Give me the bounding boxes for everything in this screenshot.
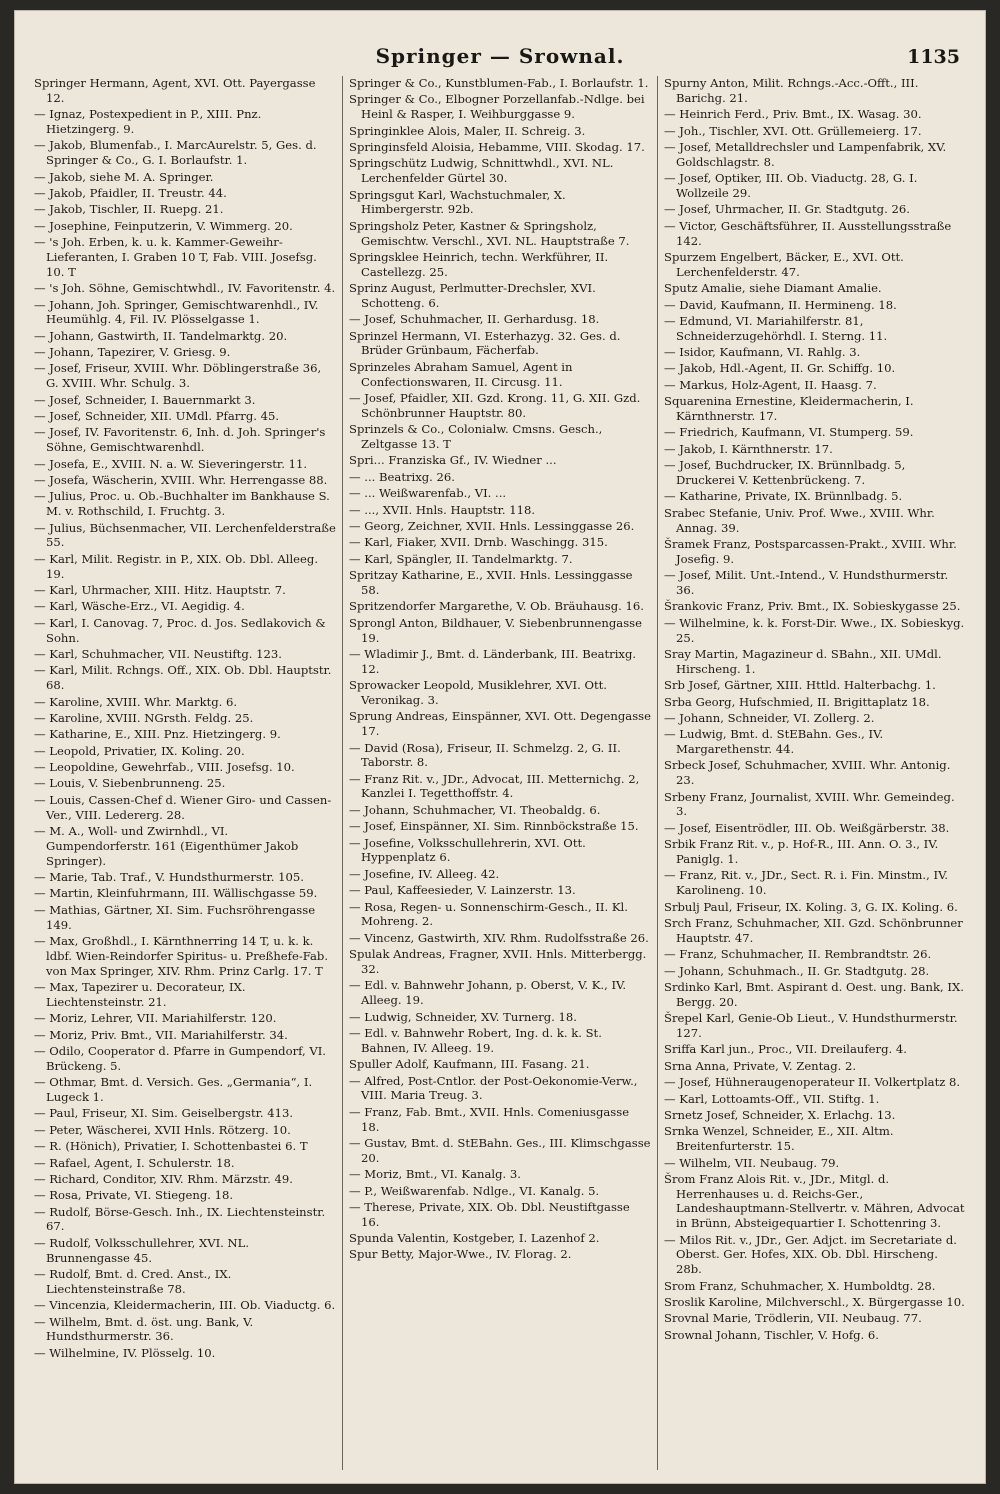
directory-entry: Srbeck Josef, Schuhmacher, XVIII. Whr. Antonig. 23. xyxy=(664,758,951,788)
directory-entry: — Josef, Schuhmacher, II. Gerhardusg. 18. xyxy=(349,312,600,327)
directory-entry: Šrepel Karl, Genie-Ob Lieut., V. Hundsthurmerstr. 127. xyxy=(664,1011,958,1040)
directory-entry: Srovnal Marie, Trödlerin, VII. Neubaug. 77. xyxy=(664,1311,922,1326)
directory-entry: Spurny Anton, Milit. Rchngs.-Acc.-Offt., III. Barichg. 21. xyxy=(664,76,919,105)
directory-entry: — Edl. v. Bahnwehr Robert, Ing. d. k. k. St. Bahnen, IV. Alleeg. 19. xyxy=(349,1025,602,1055)
directory-entry: Sprongl Anton, Bildhauer, V. Siebenbrunnengasse 19. xyxy=(349,615,642,645)
directory-entry: — Victor, Geschäftsführer, II. Ausstellungsstraße 142. xyxy=(664,218,952,248)
directory-entry: — Josef, IV. Favoritenstr. 6, Inh. d. Joh. Springer's Söhne, Gemischtwarenhdl. xyxy=(34,425,326,455)
directory-entry: Srabec Stefanie, Univ. Prof. Wwe., XVIII. Whr. Annag. 39. xyxy=(664,505,935,535)
page-number: 1135 xyxy=(907,46,960,68)
directory-entry: — Therese, Private, XIX. Ob. Dbl. Neustiftgasse 16. xyxy=(349,1199,630,1229)
directory-entry: — Rosa, Private, VI. Stiegeng. 18. xyxy=(34,1188,234,1203)
directory-entry: — Josef, Optiker, III. Ob. Viaductg. 28, G. I. Wollzeile 29. xyxy=(664,171,918,200)
directory-entry: — Ludwig, Bmt. d. StEBahn. Ges., IV. Margarethenstr. 44. xyxy=(664,727,884,757)
directory-entry: Sriffa Karl jun., Proc., VII. Dreilauferg. 4. xyxy=(664,1042,907,1057)
directory-entry: Spulak Andreas, Fragner, XVII. Hnls. Mitterbergg. 32. xyxy=(349,947,647,976)
directory-entry: Srbulj Paul, Friseur, IX. Koling. 3, G. IX. Koling. 6. xyxy=(664,899,958,914)
directory-entry: Spurzem Engelbert, Bäcker, E., XVI. Ott. Lerchenfelderstr. 47. xyxy=(664,249,904,279)
directory-entry: Sprowacker Leopold, Musiklehrer, XVI. Ott. Veronikag. 3. xyxy=(349,678,607,707)
directory-entry: — David (Rosa), Friseur, II. Schmelzg. 2, G. II. Taborstr. 8. xyxy=(349,740,621,770)
directory-entry: Srnka Wenzel, Schneider, E., XII. Altm. Breitenfurterstr. 15. xyxy=(664,1124,894,1154)
directory-entry: — Jakob, Tischler, II. Ruepg. 21. xyxy=(34,202,224,217)
directory-entry: — Karl, Uhrmacher, XIII. Hitz. Hauptstr. 7. xyxy=(34,582,286,597)
directory-entry: — Vincenz, Gastwirth, XIV. Rhm. Rudolfsstraße 26. xyxy=(349,930,649,945)
directory-entry: — P., Weißwarenfab. Ndlge., VI. Kanalg. 5. xyxy=(349,1183,600,1198)
directory-entry: Srbeny Franz, Journalist, XVIII. Whr. Gemeindeg. 3. xyxy=(664,789,955,819)
directory-entry: — Johann, Tapezirer, V. Griesg. 9. xyxy=(34,345,231,360)
directory-entry: — Jakob, Hdl.-Agent, II. Gr. Schiffg. 10. xyxy=(664,361,896,376)
directory-entry: — Markus, Holz-Agent, II. Haasg. 7. xyxy=(664,377,877,392)
directory-entry: — Othmar, Bmt. d. Versich. Ges. „Germania“, I. Lugeck 1. xyxy=(34,1075,313,1104)
directory-entry: Srom Franz, Schuhmacher, X. Humboldtg. 28. xyxy=(664,1278,936,1293)
directory-entry: — Josef, Pfaidler, XII. Gzd. Krong. 11, G. XII. Gzd. Schönbrunner Hauptstr. 80. xyxy=(349,391,641,420)
directory-entry: Sprung Andreas, Einspänner, XVI. Ott. Degengasse 17. xyxy=(349,709,651,739)
directory-entry: — Josef, Hühneraugenoperateur II. Volkertplatz 8. xyxy=(664,1075,961,1090)
directory-entry: — Franz, Fab. Bmt., XVII. Hnls. Comeniusgasse 18. xyxy=(349,1104,630,1134)
directory-entry: — Wilhelm, VII. Neubaug. 79. xyxy=(664,1155,840,1170)
directory-entry: — Max, Tapezirer u. Decorateur, IX. Liechtensteinstr. 21. xyxy=(34,979,246,1009)
directory-entry: Sputz Amalie, siehe Diamant Amalie. xyxy=(664,281,882,296)
entry-columns xyxy=(28,76,972,1470)
directory-entry: — R. (Hönich), Privatier, I. Schottenbastei 6. T xyxy=(34,1139,308,1154)
directory-entry: — Leopold, Privatier, IX. Koling. 20. xyxy=(34,743,245,758)
directory-entry: — Edmund, VI. Mariahilferstr. 81, Schneiderzugehörhdl. I. Sterng. 11. xyxy=(664,313,888,343)
directory-entry: — Josefine, IV. Alleeg. 42. xyxy=(349,866,500,881)
directory-entry: — Karl, Schuhmacher, VII. Neustiftg. 123. xyxy=(34,646,282,661)
directory-entry: — Rosa, Regen- u. Sonnenschirm-Gesch., II. Kl. Mohreng. 2. xyxy=(349,899,628,929)
directory-entry: Srdinko Karl, Bmt. Aspirant d. Oest. ung. Bank, IX. Bergg. 20. xyxy=(664,979,964,1009)
directory-entry: — Franz Rit. v., JDr., Advocat, III. Metternichg. 2, Kanzlei I. Tegetthoffstr. 4. xyxy=(349,771,640,801)
directory-entry: Springsgut Karl, Wachstuchmaler, X. Himbergerstr. 92b. xyxy=(349,187,566,217)
directory-entry: — Max, Großhdl., I. Kärnthnerring 14 T, u. k. k. ldbf. Wien-Reindorfer Spiritus- u. Preßhefe-Fab. von Max Springer, XIV. Rhm. Prinz Carlg. 17. T xyxy=(34,934,329,978)
directory-entry: — Josephine, Feinputzerin, V. Wimmerg. 20. xyxy=(34,218,293,233)
directory-entry: Srba Georg, Hufschmied, II. Brigittaplatz 18. xyxy=(664,694,930,709)
directory-entry: — Louis, V. Siebenbrunneng. 25. xyxy=(34,776,226,791)
directory-entry: — ... Beatrixg. 26. xyxy=(349,469,455,484)
directory-entry: — Josef, Metalldrechsler und Lampenfabrik, XV. Goldschlagstr. 8. xyxy=(664,139,947,169)
directory-entry: — Josef, Buchdrucker, IX. Brünnlbadg. 5, Druckerei V. Kettenbrückeng. 7. xyxy=(664,458,906,488)
directory-entry: — Moriz, Lehrer, VII. Mariahilferstr. 120. xyxy=(34,1011,277,1026)
directory-entry: — 's Joh. Söhne, Gemischtwhdl., IV. Favoritenstr. 4. xyxy=(34,281,336,296)
directory-entry: — Josefine, Volksschullehrerin, XVI. Ott. Hyppenplatz 6. xyxy=(349,835,586,865)
directory-entry: — Peter, Wäscherei, XVII Hnls. Rötzerg. 10. xyxy=(34,1122,291,1137)
directory-entry: Spunda Valentin, Kostgeber, I. Lazenhof 2. xyxy=(349,1231,600,1246)
directory-entry: — Josefa, Wäscherin, XVIII. Whr. Herrengasse 88. xyxy=(34,473,328,488)
directory-entry: — Gustav, Bmt. d. StEBahn. Ges., III. Klimschgasse 20. xyxy=(349,1135,651,1165)
directory-entry: Srownal Johann, Tischler, V. Hofg. 6. xyxy=(664,1327,879,1342)
directory-entry: — Johann, Schuhmach., II. Gr. Stadtgutg. 28. xyxy=(664,963,930,978)
directory-entry: Šrom Franz Alois Rit. v., JDr., Mitgl. d. Herrenhauses u. d. Reichs-Ger., Landeshauptmann-Stellvertr. v. Mähren, Advocat in Brünn, Absteigequartier I. Schottenring 3. xyxy=(664,1171,965,1231)
directory-entry: — Moriz, Bmt., VI. Kanalg. 3. xyxy=(349,1167,521,1182)
directory-entry: — Heinrich Ferd., Priv. Bmt., IX. Wasag. 30. xyxy=(664,107,922,122)
column-right xyxy=(658,76,972,1470)
directory-entry: Squarenina Ernestine, Kleidermacherin, I. Kärnthnerstr. 17. xyxy=(664,394,914,424)
directory-entry: Spuller Adolf, Kaufmann, III. Fasang. 21. xyxy=(349,1057,590,1072)
directory-entry: — Martin, Kleinfuhrmann, III. Wällischgasse 59. xyxy=(34,886,318,901)
directory-entry: — ..., XVII. Hnls. Hauptstr. 118. xyxy=(349,502,536,517)
column-middle xyxy=(343,76,658,1470)
page-header xyxy=(14,44,986,74)
directory-entry: Springsholz Peter, Kastner & Springsholz, Gemischtw. Verschl., XVI. NL. Hauptstraße 7. xyxy=(349,218,630,248)
directory-entry: Šrankovic Franz, Priv. Bmt., IX. Sobieskygasse 25. xyxy=(664,599,961,614)
directory-entry: Springschütz Ludwig, Schnittwhdl., XVI. NL. Lerchenfelder Gürtel 30. xyxy=(349,156,614,186)
directory-entry: — Karl, Lottoamts-Off., VII. Stiftg. 1. xyxy=(664,1091,880,1106)
directory-entry: — Wilhelmine, IV. Plösselg. 10. xyxy=(34,1345,216,1360)
directory-entry: — Josef, Schneider, XII. UMdl. Pfarrg. 45. xyxy=(34,409,280,424)
directory-entry: — Josef, Uhrmacher, II. Gr. Stadtgutg. 26. xyxy=(664,202,910,217)
column-left xyxy=(28,76,343,1470)
directory-entry: — Joh., Tischler, XVI. Ott. Grüllemeierg. 17. xyxy=(664,123,922,138)
directory-entry: — Josef, Milit. Unt.-Intend., V. Hundsthurmerstr. 36. xyxy=(664,568,949,597)
directory-entry: Spritzay Katharine, E., XVII. Hnls. Lessinggasse 58. xyxy=(349,568,633,597)
directory-entry: — Karoline, XVIII. Whr. Marktg. 6. xyxy=(34,694,238,709)
directory-entry: — Alfred, Post-Cntlor. der Post-Oekonomie-Verw., VIII. Maria Treug. 3. xyxy=(349,1073,638,1103)
directory-entry: — Josef, Einspänner, XI. Sim. Rinnböckstraße 15. xyxy=(349,819,639,834)
directory-entry: Springinklee Alois, Maler, II. Schreig. 3. xyxy=(349,123,586,138)
directory-entry: Sray Martin, Magazineur d. SBahn., XII. UMdl. Hirscheng. 1. xyxy=(664,646,942,676)
directory-entry: — Karl, I. Canovag. 7, Proc. d. Jos. Sedlakovich & Sohn. xyxy=(34,615,326,645)
directory-entry: — Franz, Schuhmacher, II. Rembrandtstr. 26. xyxy=(664,947,932,962)
directory-entry: — Karl, Wäsche-Erz., VI. Aegidig. 4. xyxy=(34,599,245,614)
directory-entry: — Johann, Schuhmacher, VI. Theobaldg. 6. xyxy=(349,802,601,817)
directory-entry: — Karl, Fiaker, XVII. Drnb. Waschingg. 315. xyxy=(349,535,608,550)
directory-entry: — Leopoldine, Gewehrfab., VIII. Josefsg. 10. xyxy=(34,760,295,775)
directory-entry: — Julius, Proc. u. Ob.-Buchhalter im Bankhause S. M. v. Rothschild, I. Fruchtg. 3. xyxy=(34,489,330,519)
directory-entry: — Karl, Milit. Registr. in P., XIX. Ob. Dbl. Alleeg. 19. xyxy=(34,551,318,581)
directory-entry: — Johann, Schneider, VI. Zollerg. 2. xyxy=(664,710,875,725)
directory-entry: — Jakob, Blumenfab., I. MarcAurelstr. 5, Ges. d. Springer & Co., G. I. Borlaufstr. 1. xyxy=(34,138,317,168)
directory-entry: Srna Anna, Private, V. Zentag. 2. xyxy=(664,1058,857,1073)
directory-entry: Springer Hermann, Agent, XVI. Ott. Payergasse 12. xyxy=(34,76,316,105)
directory-entry: — Odilo, Cooperator d. Pfarre in Gumpendorf, VI. Brückeng. 5. xyxy=(34,1043,326,1073)
directory-entry: — Johann, Gastwirth, II. Tandelmarktg. 20. xyxy=(34,328,288,343)
directory-entry: — Georg, Zeichner, XVII. Hnls. Lessinggasse 26. xyxy=(349,519,635,533)
directory-entry: — M. A., Woll- und Zwirnhdl., VI. Gumpendorferstr. 161 (Eigenthümer Jakob Springer). xyxy=(34,824,299,868)
directory-entry: Springsklee Heinrich, techn. Werkführer, II. Castellezg. 25. xyxy=(349,249,609,279)
directory-entry: — Vincenzia, Kleidermacherin, III. Ob. Viaductg. 6. xyxy=(34,1298,336,1313)
directory-entry: Sprinzel Hermann, VI. Esterhazyg. 32. Ges. d. Brüder Grünbaum, Fächerfab. xyxy=(349,328,621,358)
directory-entry: — Karl, Spängler, II. Tandelmarktg. 7. xyxy=(349,551,573,566)
directory-entry: — Johann, Joh. Springer, Gemischtwarenhdl., IV. Heumühlg. 4, Fil. IV. Plösselgasse 1. xyxy=(34,297,319,327)
directory-entry: — Richard, Conditor, XIV. Rhm. Märzstr. 49. xyxy=(34,1171,293,1186)
directory-entry: — Josef, Schneider, I. Bauernmarkt 3. xyxy=(34,392,256,407)
directory-entry: — Katharine, Private, IX. Brünnlbadg. 5. xyxy=(664,489,903,504)
directory-entry: — Josefa, E., XVIII. N. a. W. Sieveringerstr. 11. xyxy=(34,456,308,471)
directory-entry: — Mathias, Gärtner, XI. Sim. Fuchsröhrengasse 149. xyxy=(34,902,316,932)
directory-entry: — Josef, Friseur, XVIII. Whr. Döblingerstraße 36, G. XVIII. Whr. Schulg. 3. xyxy=(34,361,322,391)
directory-entry: — Milos Rit. v., JDr., Ger. Adjct. im Secretariate d. Oberst. Ger. Hofes, XIX. Ob. Dbl. Hirscheng. 28b. xyxy=(664,1232,957,1277)
directory-entry: — Edl. v. Bahnwehr Johann, p. Oberst, V. K., IV. Alleeg. 19. xyxy=(349,978,627,1008)
directory-entry: — Ludwig, Schneider, XV. Turnerg. 18. xyxy=(349,1009,577,1024)
directory-entry: Spur Betty, Major-Wwe., IV. Florag. 2. xyxy=(349,1247,572,1262)
directory-entry: — Friedrich, Kaufmann, VI. Stumperg. 59. xyxy=(664,425,914,440)
directory-entry: Srb Josef, Gärtner, XIII. Httld. Halterbachg. 1. xyxy=(664,678,936,693)
running-title: Springer — Srownal. xyxy=(375,44,625,68)
directory-entry: — Marie, Tab. Traf., V. Hundsthurmerstr. 105. xyxy=(34,870,304,885)
directory-entry: — Karoline, XVIII. NGrsth. Feldg. 25. xyxy=(34,710,254,725)
directory-entry: — Wilhelmine, k. k. Forst-Dir. Wwe., IX. Sobieskyg. 25. xyxy=(664,615,965,645)
directory-entry: Sprinz August, Perlmutter-Drechsler, XVI. Schotteng. 6. xyxy=(349,281,596,310)
directory-entry: Springer & Co., Kunstblumen-Fab., I. Borlaufstr. 1. xyxy=(349,76,649,90)
directory-entry: — Rudolf, Volksschullehrer, XVI. NL. Brunnengasse 45. xyxy=(34,1235,250,1265)
directory-entry: — Katharine, E., XIII. Pnz. Hietzingerg. 9. xyxy=(34,727,281,742)
directory-entry: — Wilhelm, Bmt. d. öst. ung. Bank, V. Hundsthurmerstr. 36. xyxy=(34,1314,254,1344)
directory-entry: Spritzendorfer Margarethe, V. Ob. Bräuhausg. 16. xyxy=(349,599,644,614)
directory-entry: Springinsfeld Aloisia, Hebamme, VIII. Skodag. 17. xyxy=(349,139,645,154)
directory-entry: — Franz, Rit. v., JDr., Sect. R. i. Fin. Minstm., IV. Karolineng. 10. xyxy=(664,868,949,898)
directory-page xyxy=(14,10,986,1484)
directory-entry: Springer & Co., Elbogner Porzellanfab.-Ndlge. bei Heinl & Rasper, I. Weihburggasse 9. xyxy=(349,92,645,122)
directory-entry: — Isidor, Kaufmann, VI. Rahlg. 3. xyxy=(664,345,861,360)
directory-entry: — 's Joh. Erben, k. u. k. Kammer-Geweihr-Lieferanten, I. Graben 10 T, Fab. VIII. Josefsg. 10. T xyxy=(34,235,317,279)
directory-entry: — Wladimir J., Bmt. d. Länderbank, III. Beatrixg. 12. xyxy=(349,646,637,676)
directory-entry: — Paul, Kaffeesieder, V. Lainzerstr. 13. xyxy=(349,883,576,898)
directory-entry: — Rudolf, Bmt. d. Cred. Anst., IX. Liechtensteinstraße 78. xyxy=(34,1267,232,1296)
directory-entry: Srnetz Josef, Schneider, X. Erlachg. 13. xyxy=(664,1107,896,1122)
directory-entry: — Karl, Milit. Rchngs. Off., XIX. Ob. Dbl. Hauptstr. 68. xyxy=(34,663,332,693)
directory-entry: Srch Franz, Schuhmacher, XII. Gzd. Schönbrunner Hauptstr. 47. xyxy=(664,916,963,945)
directory-entry: — Julius, Büchsenmacher, VII. Lerchenfelderstraße 55. xyxy=(34,520,336,550)
directory-entry: — Jakob, I. Kärnthnerstr. 17. xyxy=(664,441,833,456)
directory-entry: Spri... Franziska Gf., IV. Wiedner ... xyxy=(349,453,557,468)
directory-entry: — Jakob, Pfaidler, II. Treustr. 44. xyxy=(34,185,227,200)
directory-entry: — Josef, Eisentrödler, III. Ob. Weißgärberstr. 38. xyxy=(664,820,950,835)
directory-entry: — David, Kaufmann, II. Hermineng. 18. xyxy=(664,297,897,312)
directory-entry: — Moriz, Priv. Bmt., VII. Mariahilferstr. 34. xyxy=(34,1027,288,1042)
directory-entry: — Rudolf, Börse-Gesch. Inh., IX. Liechtensteinstr. 67. xyxy=(34,1204,326,1234)
directory-entry: — Jakob, siehe M. A. Springer. xyxy=(34,169,214,184)
directory-entry: Sprinzeles Abraham Samuel, Agent in Confectionswaren, II. Circusg. 11. xyxy=(349,359,573,389)
directory-entry: — ... Weißwarenfab., VI. ... xyxy=(349,486,507,501)
directory-entry: — Louis, Cassen-Chef d. Wiener Giro- und Cassen-Ver., VIII. Ledererg. 28. xyxy=(34,792,332,822)
directory-entry: Sroslik Karoline, Milchverschl., X. Bürgergasse 10. xyxy=(664,1295,965,1310)
directory-entry: — Paul, Friseur, XI. Sim. Geiselbergstr. 413. xyxy=(34,1106,294,1121)
directory-entry: — Rafael, Agent, I. Schulerstr. 18. xyxy=(34,1155,235,1170)
directory-entry: Šramek Franz, Postsparcassen-Prakt., XVIII. Whr. Josefig. 9. xyxy=(664,536,957,566)
directory-entry: Srbik Franz Rit. v., p. Hof-R., III. Ann. O. 3., IV. Paniglg. 1. xyxy=(664,837,939,867)
directory-entry: Sprinzels & Co., Colonialw. Cmsns. Gesch., Zeltgasse 13. T xyxy=(349,422,603,452)
directory-entry: — Ignaz, Postexpedient in P., XIII. Pnz. Hietzingerg. 9. xyxy=(34,107,262,136)
